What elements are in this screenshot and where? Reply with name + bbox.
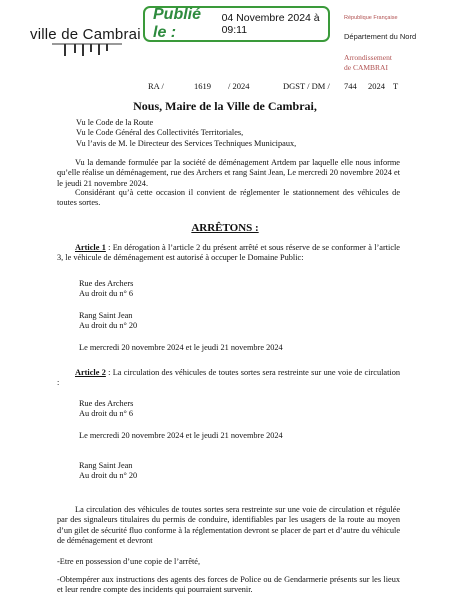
address-street: Rang Saint Jean <box>79 461 133 470</box>
address-street: Rang Saint Jean <box>79 311 133 320</box>
article2-dates: Le mercredi 20 novembre 2024 et le jeudi 21 novembre 2024 <box>79 431 283 440</box>
article1-label: Article 1 <box>75 243 106 252</box>
arrondissement-line2: de CAMBRAI <box>344 63 388 72</box>
publication-stamp <box>143 6 330 42</box>
article1-address1 <box>79 279 133 300</box>
article1-address2 <box>79 311 137 332</box>
republique-label: République Française <box>344 15 398 21</box>
address-street: Rue des Archers <box>79 399 134 408</box>
decree-title: Nous, Maire de la Ville de Cambrai, <box>133 99 317 113</box>
stamp-date: 04 Novembre 2024 à 09:11 <box>221 12 320 36</box>
address-number: Au droit du n° 6 <box>79 409 134 419</box>
article2-label: Article 2 <box>75 368 106 377</box>
ra-year: / 2024 <box>228 81 250 91</box>
address-number: Au droit du n° 6 <box>79 289 134 299</box>
article2-paragraph <box>57 368 400 389</box>
vu-list <box>76 118 296 149</box>
address-number: Au droit du n° 20 <box>79 471 138 481</box>
dgst-label: DGST / DM / <box>283 81 330 91</box>
address-number: Au droit du n° 20 <box>79 321 138 331</box>
vu-item: Vu l’avis de M. le Directeur des Services Techniques Municipaux, <box>76 138 297 148</box>
article2-address2 <box>79 461 137 482</box>
city-skyline-logo-icon <box>52 42 122 56</box>
stamp-title: Publié le : <box>153 6 202 41</box>
bullet-obtemperer: -Obtempérer aux instructions des agents des forces de Police ou de Gendarmerie présents sur les lieux et leur rendre compte des incidents qui pourraient survenir. <box>57 575 400 595</box>
dgst-year: 2024 <box>368 81 385 91</box>
considerant-paragraph: Considérant qu’à cette occasion il convient de réglementer le stationnement des véhicules de toutes sortes. <box>57 188 400 208</box>
article2-address1 <box>79 399 133 420</box>
departement-label: Département du Nord <box>344 32 417 41</box>
ra-number: 1619 <box>194 81 211 91</box>
ra-label: RA / <box>148 81 164 91</box>
dgst-number: 744 <box>344 81 357 91</box>
circulation-paragraph: La circulation des véhicules de toutes sortes sera restreinte sur une voie de circulation et régulée par des signaleurs titulaires du permis de conduire, identifiables par les usagers de la route au moyen d’un gilet de sécurité fluo conforme à la réglementation devront se placer de part et d’autre du véhicule de déménagement et devront <box>57 505 400 545</box>
arretons-heading: ARRÊTONS : <box>191 222 259 234</box>
article2-text: : La circulation des véhicules de toutes sortes sera restreinte sur une voie de circulation : <box>57 368 401 388</box>
demande-paragraph: Vu la demande formulée par la société de déménagement Artdem par laquelle elle nous informe qu’elle réalise un déménagement, rue des Archers et rang Saint Jean, Le mercredi 20 novembre 2024 et le jeudi 21 novembre 2024. <box>57 158 400 188</box>
arrondissement-label <box>344 53 392 73</box>
vu-item: Vu le Code de la Route <box>76 118 154 127</box>
vu-item: Vu le Code Général des Collectivités Territoriales, <box>76 128 244 138</box>
address-street: Rue des Archers <box>79 279 134 288</box>
article1-text: : En dérogation à l’article 2 du présent arrêté et sous réserve de se conformer à l’article 3, le véhicule de déménagement est autorisé à occuper le Domaine Public: <box>57 243 400 263</box>
arrondissement-line1: Arrondissement <box>344 53 392 62</box>
bullet-copy-arrete: -Etre en possession d’une copie de l’arrêté, <box>57 557 201 566</box>
article1-paragraph <box>57 243 400 264</box>
article1-dates: Le mercredi 20 novembre 2024 et le jeudi 21 novembre 2024 <box>79 343 283 352</box>
dgst-suffix: T <box>393 81 399 91</box>
city-logo-text: ville de Cambrai <box>30 26 141 43</box>
